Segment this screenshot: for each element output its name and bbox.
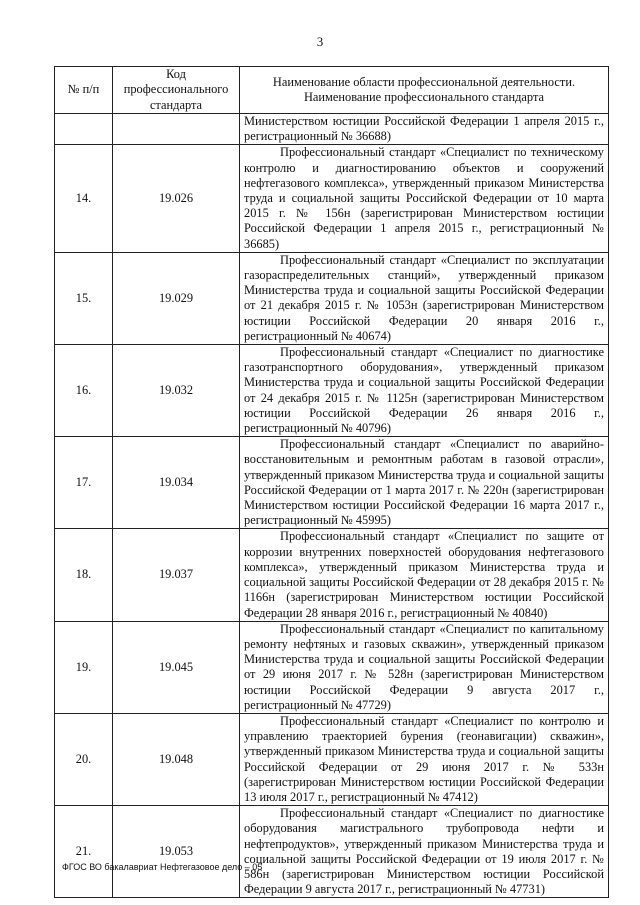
cell-num: 15.	[55, 252, 113, 344]
table-row	[55, 806, 609, 898]
table-row	[55, 437, 609, 529]
cell-code: 19.026	[113, 145, 240, 252]
cell-code: 19.032	[113, 345, 240, 437]
cell-text: Профессиональный стандарт «Специалист по эксплуатации газораспределительных станций», утвержденный приказом Министерства труда и социальной защиты Российской Федерации от 21 декабря 2015 г. № 1053н (зарегистрирован Министерством юстиции Российской Федерации 20 января 2016 г., регистрационный № 40674)	[240, 252, 609, 344]
cell-num: 19.	[55, 621, 113, 713]
cell-continuation-text: Министерством юстиции Российской Федерации 1 апреля 2015 г., регистрационный № 36688)	[240, 114, 609, 145]
table-row	[55, 621, 609, 713]
cell-code: 19.037	[113, 529, 240, 621]
table-row-continuation	[55, 114, 609, 145]
table-row	[55, 145, 609, 252]
cell-text: Профессиональный стандарт «Специалист по диагностике газотранспортного оборудования», утвержденный приказом Министерства труда и социальной защиты Российской Федерации от 24 декабря 2015 г. № 1125н (зарегистрирован Министерством юстиции Российской Федерации 26 января 2016 г., регистрационный № 40796)	[240, 345, 609, 437]
cell-code: 19.045	[113, 621, 240, 713]
cell-num: 16.	[55, 345, 113, 437]
cell-num: 21.	[55, 806, 113, 898]
cell-code: 19.048	[113, 713, 240, 805]
table-header-row	[55, 67, 609, 114]
table-row	[55, 713, 609, 805]
cell-code: 19.034	[113, 437, 240, 529]
cell-code: 19.029	[113, 252, 240, 344]
cell-num: 17.	[55, 437, 113, 529]
cell-num: 14.	[55, 145, 113, 252]
cell-text: Профессиональный стандарт «Специалист по капитальному ремонту нефтяных и газовых скважин», утвержденный приказом Министерства труда и социальной защиты Российской Федерации от 29 июня 2017 г. № 528н (зарегистрирован Министерством юстиции Российской Федерации 9 августа 2017 г., регистрационный № 47729)	[240, 621, 609, 713]
cell-num: 20.	[55, 713, 113, 805]
cell-code	[113, 114, 240, 145]
cell-code: 19.053	[113, 806, 240, 898]
cell-num	[55, 114, 113, 145]
table-row	[55, 345, 609, 437]
cell-text: Профессиональный стандарт «Специалист по аварийно-восстановительным и ремонтным работам в газовой отрасли», утвержденный приказом Министерства труда и социальной защиты Российской Федерации от 1 марта 2017 г. № 220н (зарегистрирован Министерством юстиции Российской Федерации 16 марта 2017 г., регистрационный № 45995)	[240, 437, 609, 529]
page-number: 3	[316, 34, 324, 49]
cell-text: Профессиональный стандарт «Специалист по контролю и управлению траекторией бурения (геонавигации) скважин», утвержденный приказом Министерства труда и социальной защиты Российской Федерации от 29 июня 2017 г. № 533н (зарегистрирован Министерством юстиции Российской Федерации 13 июля 2017 г., регистрационный № 47412)	[240, 713, 609, 805]
table-row	[55, 529, 609, 621]
cell-text: Профессиональный стандарт «Специалист по техническому контролю и диагностированию объектов и сооружений нефтегазового комплекса», утвержденный приказом Министерства труда и социальной защиты Российской Федерации от 10 марта 2015 г. № 156н (зарегистрирован Министерством юстиции Российской Федерации 1 апреля 2015 г., регистрационный № 36685)	[240, 145, 609, 252]
header-name: Наименование области профессиональной деятельности. Наименование профессионального стандарта	[240, 67, 609, 114]
footer-text: ФГОС ВО бакалавриат Нефтегазовое дело – 05	[62, 862, 263, 872]
header-num: № п/п	[55, 67, 113, 114]
header-code: Код профессионального стандарта	[113, 67, 240, 114]
table-row	[55, 252, 609, 344]
cell-text: Профессиональный стандарт «Специалист по защите от коррозии внутренних поверхностей оборудования нефтегазового комплекса», утвержденный приказом Министерства труда и социальной защиты Российской Федерации от 28 декабря 2015 г. № 1166н (зарегистрирован Министерством юстиции Российской Федерации 28 января 2016 г., регистрационный № 40840)	[240, 529, 609, 621]
professional-standards-table	[54, 66, 609, 898]
cell-num: 18.	[55, 529, 113, 621]
cell-text: Профессиональный стандарт «Специалист по диагностике оборудования магистрального трубопровода нефти и нефтепродуктов», утвержденный приказом Министерства труда и социальной защиты Российской Федерации от 19 июля 2017 г. № 586н (зарегистрирован Министерством юстиции Российской Федерации 9 августа 2017 г., регистрационный № 47731)	[240, 806, 609, 898]
